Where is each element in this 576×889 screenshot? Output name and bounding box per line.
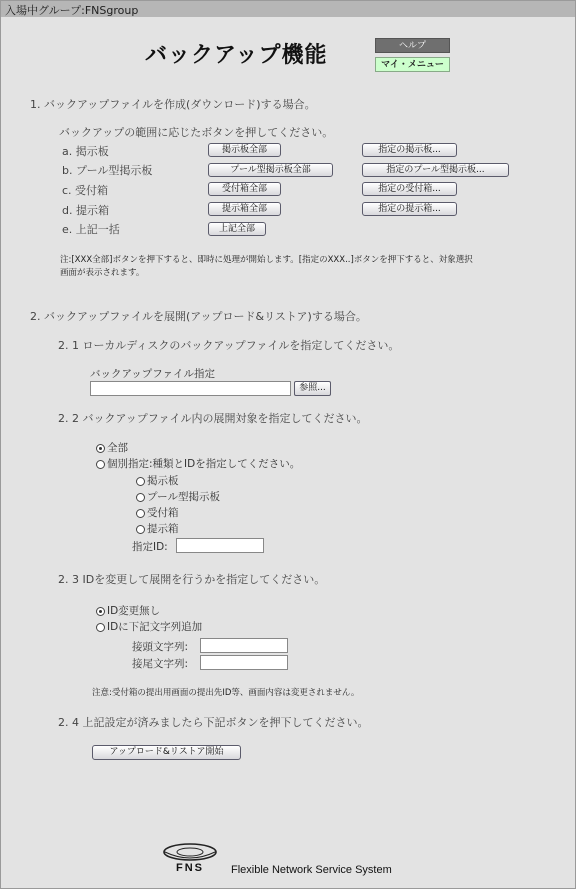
backup-file-input[interactable] bbox=[90, 381, 291, 396]
all-above-button[interactable]: 上記全部 bbox=[208, 222, 266, 236]
group-status-bar bbox=[1, 1, 575, 17]
target-id-label: 指定ID: bbox=[132, 541, 168, 553]
type-presentation-label: 提示箱 bbox=[147, 523, 179, 535]
row-label-presentation: d. 提示箱 bbox=[62, 204, 109, 217]
id-append-radio[interactable] bbox=[96, 623, 105, 632]
suffix-input[interactable] bbox=[200, 655, 288, 670]
id-nochange-label: ID変更無し bbox=[107, 605, 161, 617]
reception-select-button[interactable]: 指定の受付箱... bbox=[362, 182, 457, 196]
target-id-input[interactable] bbox=[176, 538, 264, 553]
prefix-label: 接頭文字列: bbox=[132, 641, 189, 653]
prefix-input[interactable] bbox=[200, 638, 288, 653]
section1-note-line1: 注:[XXX全部]ボタンを押下すると、即時に処理が開始します。[指定のXXX..]ボタンを押下すると、対象選択 bbox=[60, 255, 473, 265]
my-menu-button[interactable]: マイ・メニュー bbox=[375, 57, 450, 72]
bulletin-select-button[interactable]: 指定の掲示板... bbox=[362, 143, 457, 157]
upload-restore-button[interactable]: アップロード&リストア開始 bbox=[92, 745, 241, 760]
row-label-all-above: e. 上記一括 bbox=[62, 223, 120, 236]
id-nochange-radio[interactable] bbox=[96, 607, 105, 616]
bulletin-all-button[interactable]: 掲示板全部 bbox=[208, 143, 281, 157]
browse-button[interactable]: 参照... bbox=[294, 381, 331, 396]
step4-heading: 2. 4 上記設定が済みましたら下記ボタンを押下してください。 bbox=[58, 716, 369, 729]
backup-file-label: バックアップファイル指定 bbox=[90, 368, 216, 380]
target-all-radio[interactable] bbox=[96, 444, 105, 453]
type-bulletin-radio[interactable] bbox=[136, 477, 145, 486]
type-reception-label: 受付箱 bbox=[147, 507, 179, 519]
reception-all-button[interactable]: 受付箱全部 bbox=[208, 182, 281, 196]
help-button[interactable]: ヘルプ bbox=[375, 38, 450, 53]
logo-text: FNS bbox=[176, 862, 204, 874]
presentation-all-button[interactable]: 提示箱全部 bbox=[208, 202, 281, 216]
suffix-label: 接尾文字列: bbox=[132, 658, 189, 670]
step2-heading: 2. 2 バックアップファイル内の展開対象を指定してください。 bbox=[58, 412, 368, 425]
page-title: バックアップ機能 bbox=[145, 43, 328, 68]
type-pool-bulletin-label: プール型掲示板 bbox=[147, 491, 220, 503]
target-individual-label: 個別指定:種類とIDを指定してください。 bbox=[107, 458, 301, 470]
id-append-label: IDに下記文字列追加 bbox=[107, 621, 203, 633]
step3-heading: 2. 3 IDを変更して展開を行うかを指定してください。 bbox=[58, 573, 326, 586]
section1-instruction: バックアップの範囲に応じたボタンを押してください。 bbox=[59, 126, 334, 139]
step3-note: 注意:受付箱の提出用画面の提出先ID等、画面内容は変更されません。 bbox=[92, 688, 360, 698]
row-label-pool-bulletin: b. プール型掲示板 bbox=[62, 164, 153, 177]
type-reception-radio[interactable] bbox=[136, 509, 145, 518]
type-presentation-radio[interactable] bbox=[136, 525, 145, 534]
type-pool-bulletin-radio[interactable] bbox=[136, 493, 145, 502]
target-all-label: 全部 bbox=[107, 442, 128, 454]
step1-heading: 2. 1 ローカルディスクのバックアップファイルを指定してください。 bbox=[58, 339, 400, 352]
section2-heading: 2. バックアップファイルを展開(アップロード&リストア)する場合。 bbox=[30, 310, 367, 323]
row-label-reception: c. 受付箱 bbox=[62, 184, 109, 197]
system-name: Flexible Network Service System bbox=[231, 864, 392, 876]
pool-bulletin-all-button[interactable]: プール型掲示板全部 bbox=[208, 163, 333, 177]
fns-logo bbox=[162, 840, 220, 874]
section1-note-line2: 画面が表示されます。 bbox=[60, 268, 145, 278]
type-bulletin-label: 掲示板 bbox=[147, 475, 179, 487]
target-individual-radio[interactable] bbox=[96, 460, 105, 469]
group-label: 入場中グループ:FNSgroup bbox=[5, 4, 139, 17]
presentation-select-button[interactable]: 指定の提示箱... bbox=[362, 202, 457, 216]
section1-heading: 1. バックアップファイルを作成(ダウンロード)する場合。 bbox=[30, 98, 316, 111]
pool-bulletin-select-button[interactable]: 指定のプール型掲示板... bbox=[362, 163, 509, 177]
row-label-bulletin: a. 掲示板 bbox=[62, 145, 109, 158]
